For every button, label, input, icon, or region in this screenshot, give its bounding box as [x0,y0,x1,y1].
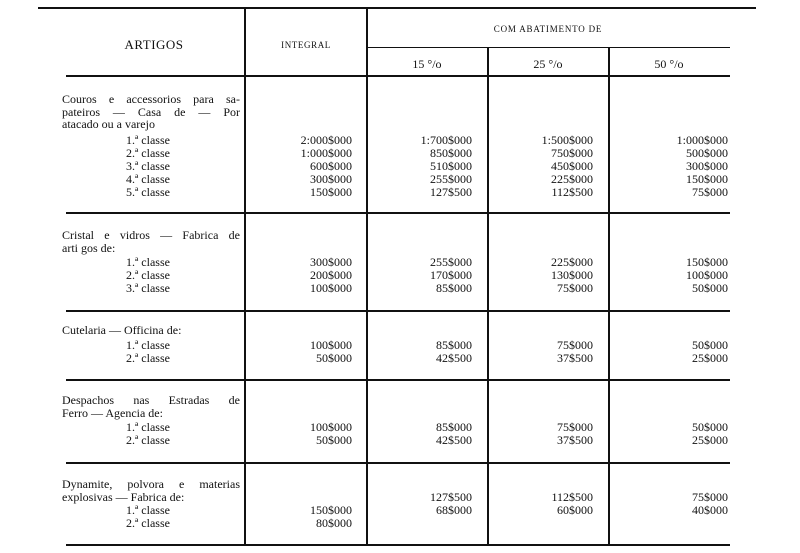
value-p25: 1:500$000 [541,133,593,147]
header-com-abatimento: COM ABATIMENTO DE [493,24,603,34]
class-label: 5.ª classe [126,185,170,199]
value-p15: 1:700$000 [420,133,472,147]
class-label: 3.ª classe [126,159,170,173]
value-p50: 25$000 [692,351,728,365]
col-rule-3 [487,48,489,544]
value-p25: 130$000 [551,268,593,282]
extra-value-p15: 127$500 [430,490,472,504]
class-label: 2.ª classe [126,268,170,282]
value-p50: 50$000 [692,338,728,352]
value-p50: 50$000 [692,420,728,434]
value-p50: 25$000 [692,433,728,447]
value-p50: 300$000 [686,159,728,173]
header-pct-15: 15 °/o [412,57,442,71]
value-p15: 85$000 [436,420,472,434]
value-p25: 37$500 [557,351,593,365]
col-rule-2 [366,8,368,544]
header-bottom-rule [66,75,730,77]
value-p15: 255$000 [430,172,472,186]
section-rule-5 [66,544,730,546]
value-integral: 300$000 [310,172,352,186]
value-integral: 150$000 [310,185,352,199]
value-p25: 225$000 [551,255,593,269]
section-description [62,324,240,337]
value-integral: 300$000 [310,255,352,269]
description-line: arti gos de: [62,240,116,255]
section-rule-4 [66,462,730,464]
value-integral: 600$000 [310,159,352,173]
class-label: 2.ª classe [126,146,170,160]
value-integral: 150$000 [310,503,352,517]
value-integral: 50$000 [316,433,352,447]
description-line: Couros e accessorios para sa- [62,92,240,106]
value-p25: 75$000 [557,420,593,434]
value-integral: 50$000 [316,351,352,365]
section-description [62,93,240,131]
class-label: 1.ª classe [126,503,170,517]
class-label: 2.ª classe [126,516,170,530]
description-line: pateiros — Casa de — Por [62,104,240,119]
value-p50: 40$000 [692,503,728,517]
value-p25: 450$000 [551,159,593,173]
value-p15: 850$000 [430,146,472,160]
value-p50: 100$000 [686,268,728,282]
value-p50: 75$000 [692,185,728,199]
description-line: Despachos nas Estradas de [62,393,240,407]
description-line: explosivas — Fabrica de: [62,489,185,504]
header-integral: INTEGRAL [281,40,331,50]
description-line: atacado ou a varejo [62,117,155,132]
value-integral: 2:000$000 [300,133,352,147]
description-line: Cutelaria — Officina de: [62,323,182,337]
header-pct-50: 50 °/o [654,57,684,71]
description-line: Dynamite, polvora e materias [62,477,240,491]
section-description [62,478,240,503]
value-integral: 1:000$000 [300,146,352,160]
value-p15: 170$000 [430,268,472,282]
class-label: 1.ª classe [126,420,170,434]
value-p15: 42$500 [436,351,472,365]
top-rule [38,7,756,9]
value-p50: 150$000 [686,172,728,186]
value-p50: 150$000 [686,255,728,269]
class-label: 1.ª classe [126,133,170,147]
description-line: Ferro — Agencia de: [62,405,163,420]
value-p25: 60$000 [557,503,593,517]
value-p25: 75$000 [557,281,593,295]
value-p50: 500$000 [686,146,728,160]
value-p25: 112$500 [551,185,593,199]
header-artigos: ARTIGOS [124,37,184,52]
col-rule-4 [608,48,610,544]
value-integral: 100$000 [310,420,352,434]
class-label: 1.ª classe [126,338,170,352]
abatimento-rule [368,47,730,48]
header-pct-25: 25 °/o [533,57,563,71]
value-p25: 75$000 [557,338,593,352]
extra-value-p25: 112$500 [551,490,593,504]
section-rule-3 [66,379,730,381]
value-p15: 68$000 [436,503,472,517]
value-p50: 1:000$000 [676,133,728,147]
col-rule-1 [244,8,246,544]
class-label: 4.ª classe [126,172,170,186]
value-integral: 100$000 [310,338,352,352]
description-line: Cristal e vidros — Fabrica de [62,228,240,242]
value-p15: 255$000 [430,255,472,269]
value-integral: 80$000 [316,516,352,530]
value-p25: 225$000 [551,172,593,186]
section-description [62,229,240,254]
value-p15: 510$000 [430,159,472,173]
class-label: 1.ª classe [126,255,170,269]
class-label: 3.ª classe [126,281,170,295]
class-label: 2.ª classe [126,433,170,447]
section-description [62,394,240,419]
value-integral: 100$000 [310,281,352,295]
section-rule-2 [66,310,730,312]
value-p15: 85$000 [436,281,472,295]
value-p25: 750$000 [551,146,593,160]
class-label: 2.ª classe [126,351,170,365]
value-p15: 127$500 [430,185,472,199]
value-p50: 50$000 [692,281,728,295]
value-integral: 200$000 [310,268,352,282]
extra-value-p50: 75$000 [692,490,728,504]
value-p15: 42$500 [436,433,472,447]
value-p25: 37$500 [557,433,593,447]
value-p15: 85$000 [436,338,472,352]
section-rule-1 [66,212,730,214]
